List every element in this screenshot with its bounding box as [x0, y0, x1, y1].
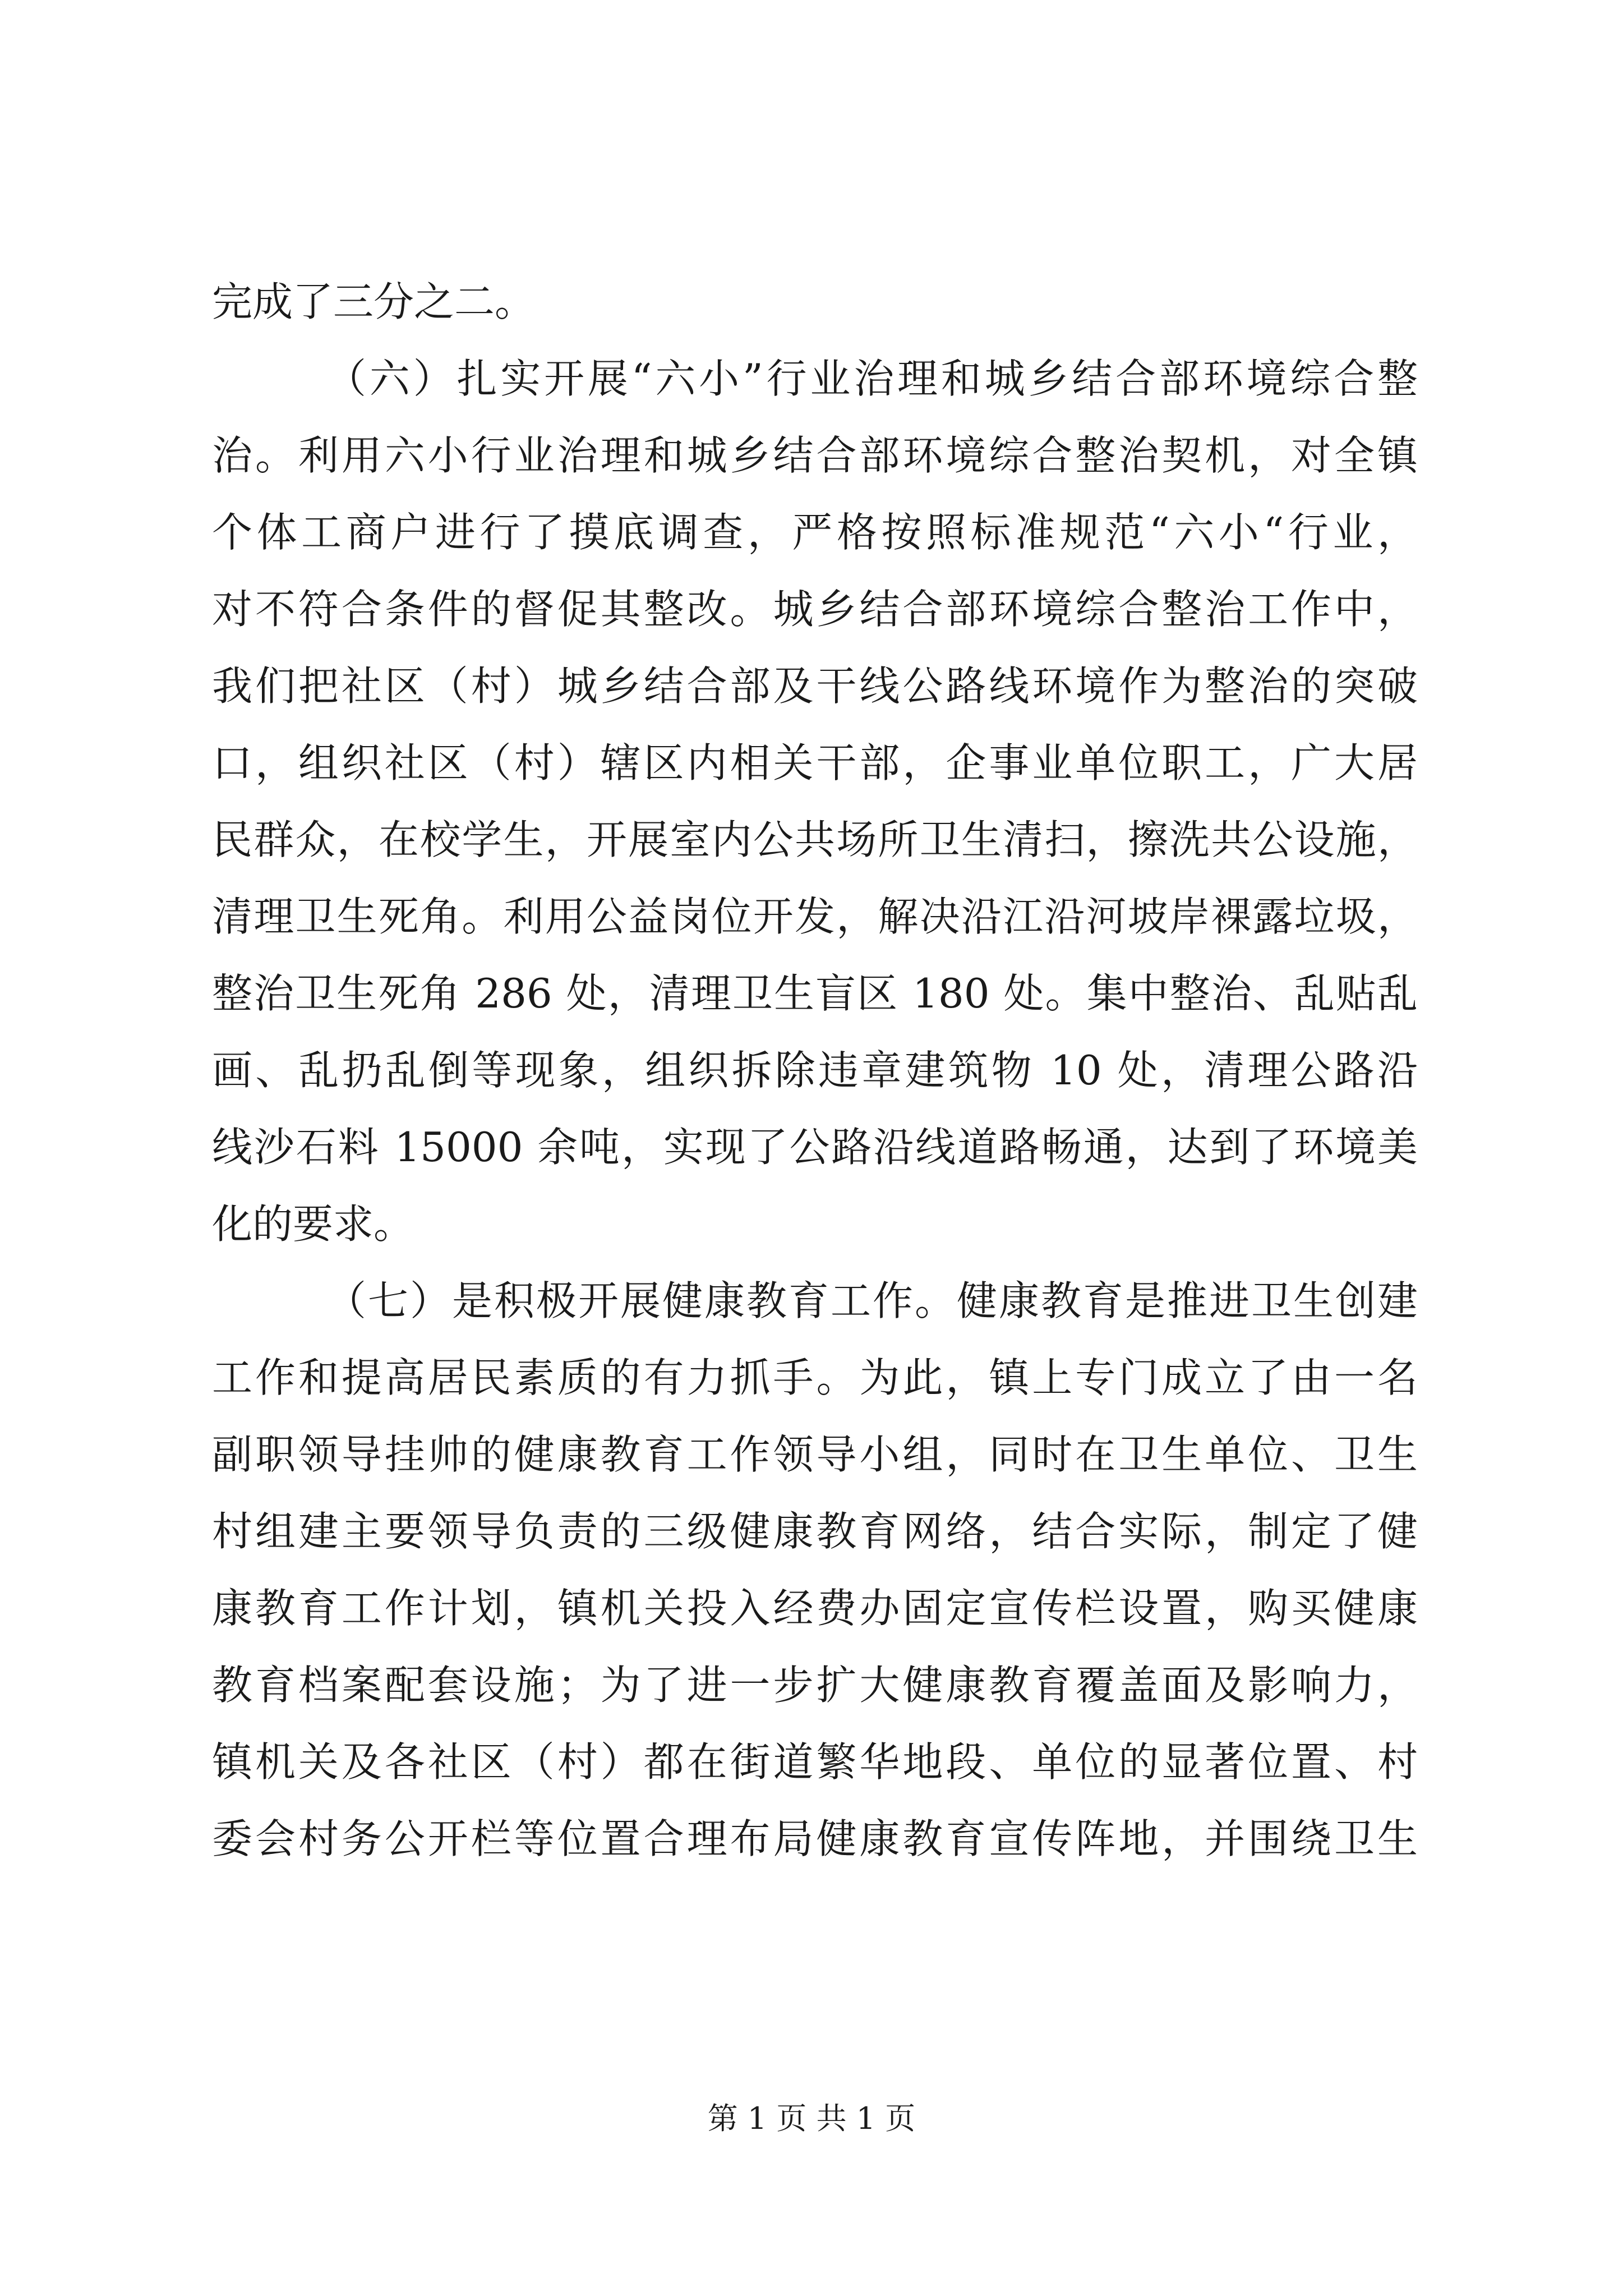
text-line: 村组建主要领导负责的三级健康教育网络，结合实际，制定了健	[212, 1508, 1418, 1555]
text-line: （七）是积极开展健康教育工作。健康教育是推进卫生创建	[326, 1277, 1418, 1324]
text-line: 治。利用六小行业治理和城乡结合部环境综合整治契机，对全镇	[212, 432, 1418, 479]
text-line: 画、乱扔乱倒等现象，组织拆除违章建筑物 10 处，清理公路沿	[212, 1047, 1418, 1094]
page-number: 第 1 页 共 1 页	[707, 2101, 916, 2136]
text-line: （六）扎实开展“六小”行业治理和城乡结合部环境综合整	[326, 355, 1418, 402]
text-line: 完成了三分之二。	[212, 278, 536, 325]
text-line: 我们把社区（村）城乡结合部及干线公路线环境作为整治的突破	[212, 662, 1418, 710]
text-line: 口，组织社区（村）辖区内相关干部，企事业单位职工，广大居	[212, 739, 1418, 786]
document-body	[212, 264, 1418, 1878]
text-line: 化的要求。	[212, 1200, 414, 1248]
text-line: 个体工商户进行了摸底调查，严格按照标准规范“六小“行业，	[212, 509, 1418, 556]
text-line: 委会村务公开栏等位置合理布局健康教育宣传阵地，并围绕卫生	[212, 1815, 1418, 1862]
text-line: 整治卫生死角 286 处，清理卫生盲区 180 处。集中整治、乱贴乱	[212, 970, 1418, 1017]
text-line: 镇机关及各社区（村）都在街道繁华地段、单位的显著位置、村	[212, 1738, 1418, 1786]
text-line: 康教育工作计划，镇机关投入经费办固定宣传栏设置，购买健康	[212, 1585, 1418, 1632]
page-footer	[0, 2099, 1623, 2138]
text-line: 清理卫生死角。利用公益岗位开发，解决沿江沿河坡岸裸露垃圾，	[212, 893, 1418, 940]
text-line: 工作和提高居民素质的有力抓手。为此，镇上专门成立了由一名	[212, 1354, 1418, 1401]
text-line: 教育档案配套设施；为了进一步扩大健康教育覆盖面及影响力，	[212, 1662, 1418, 1709]
text-line: 线沙石料 15000 余吨，实现了公路沿线道路畅通，达到了环境美	[212, 1124, 1418, 1171]
text-line: 副职领导挂帅的健康教育工作领导小组，同时在卫生单位、卫生	[212, 1431, 1418, 1478]
text-line: 对不符合条件的督促其整改。城乡结合部环境综合整治工作中，	[212, 586, 1418, 633]
text-line: 民群众，在校学生，开展室内公共场所卫生清扫，擦洗共公设施，	[212, 816, 1418, 863]
